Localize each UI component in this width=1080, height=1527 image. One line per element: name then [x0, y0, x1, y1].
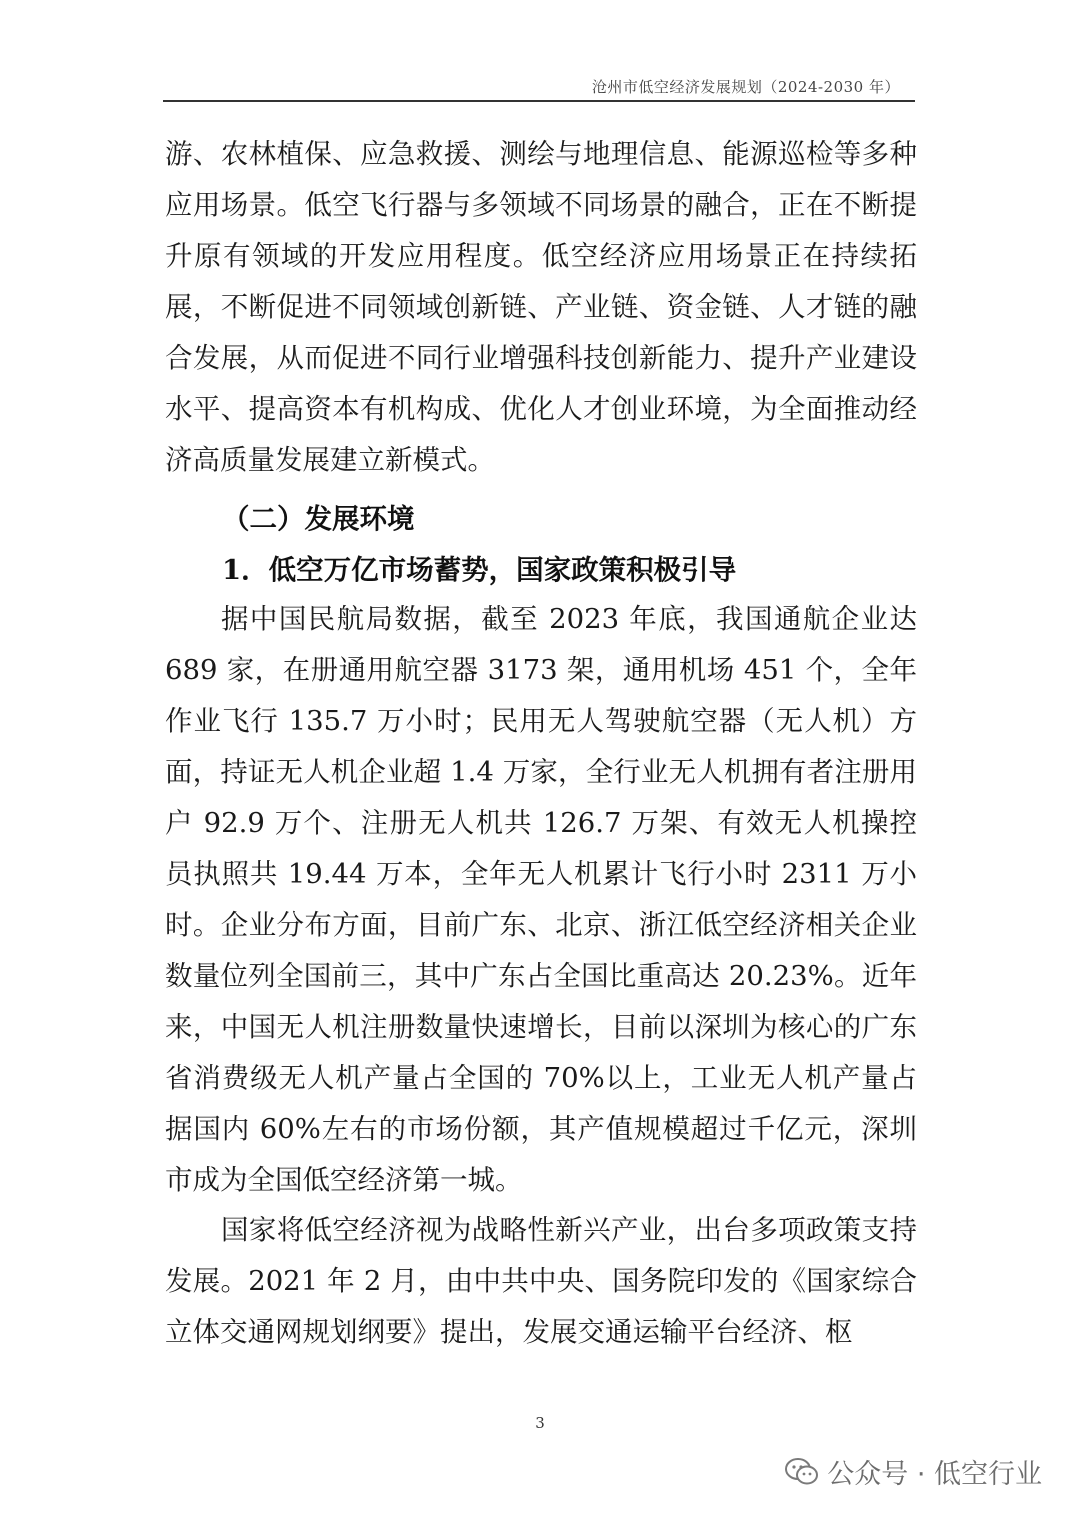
subsection-heading: 1．低空万亿市场蓄势，国家政策积极引导: [222, 554, 737, 586]
paragraph-intro: [165, 129, 917, 486]
section-heading: （二）发展环境: [222, 503, 415, 535]
paragraph-policy: [165, 1205, 917, 1358]
paragraph-statistics: [165, 594, 917, 1206]
header-divider: [163, 100, 915, 102]
header-title: 沧州市低空经济发展规划（2024-2030 年）: [591, 78, 900, 96]
paragraph-text: 国家将低空经济视为战略性新兴产业，出台多项政策支持发展。2021 年 2 月，由中共中央、国务院印发的《国家综合立体交通网规划纲要》提出，发展交通运输平台经济、枢: [165, 1214, 917, 1348]
paragraph-text: 游、农林植保、应急救援、测绘与地理信息、能源巡检等多种应用场景。低空飞行器与多领域不同场景的融合，正在不断提升原有领域的开发应用程度。低空经济应用场景正在持续拓展，不断促进不同领域创新链、产业链、资金链、人才链的融合发展，从而促进不同行业增强科技创新能力、提升产业建设水平、提高资本有机构成、优化人才创业环境，为全面推动经济高质量发展建立新模式。: [165, 138, 917, 476]
paragraph-text: 据中国民航局数据，截至 2023 年底，我国通航企业达 689 家，在册通用航空器 3173 架，通用机场 451 个，全年作业飞行 135.7 万小时；民用无人驾驶航空器（无人机）方面，持证无人机企业超 1.4 万家，全行业无人机拥有者注册用户 92.9 万个、注册无人机共 126.7 万架、有效无人机操控员执照共 19.44 万本，全年无人机累计飞行小时 2311 万小时。企业分布方面，目前广东、北京、浙江低空经济相关企业数量位列全国前三，其中广东占全国比重高达 20.23%。近年来，中国无人机注册数量快速增长，目前以深圳为核心的广东省消费级无人机产量占全国的 70%以上，工业无人机产量占据国内 60%左右的市场份额，其产值规模超过千亿元，深圳市成为全国低空经济第一城。: [165, 603, 917, 1196]
wechat-icon: [785, 1457, 819, 1487]
page-number: 3: [535, 1414, 545, 1432]
source-watermark: [785, 1452, 1042, 1491]
watermark-text: 公众号 · 低空行业: [827, 1459, 1042, 1490]
